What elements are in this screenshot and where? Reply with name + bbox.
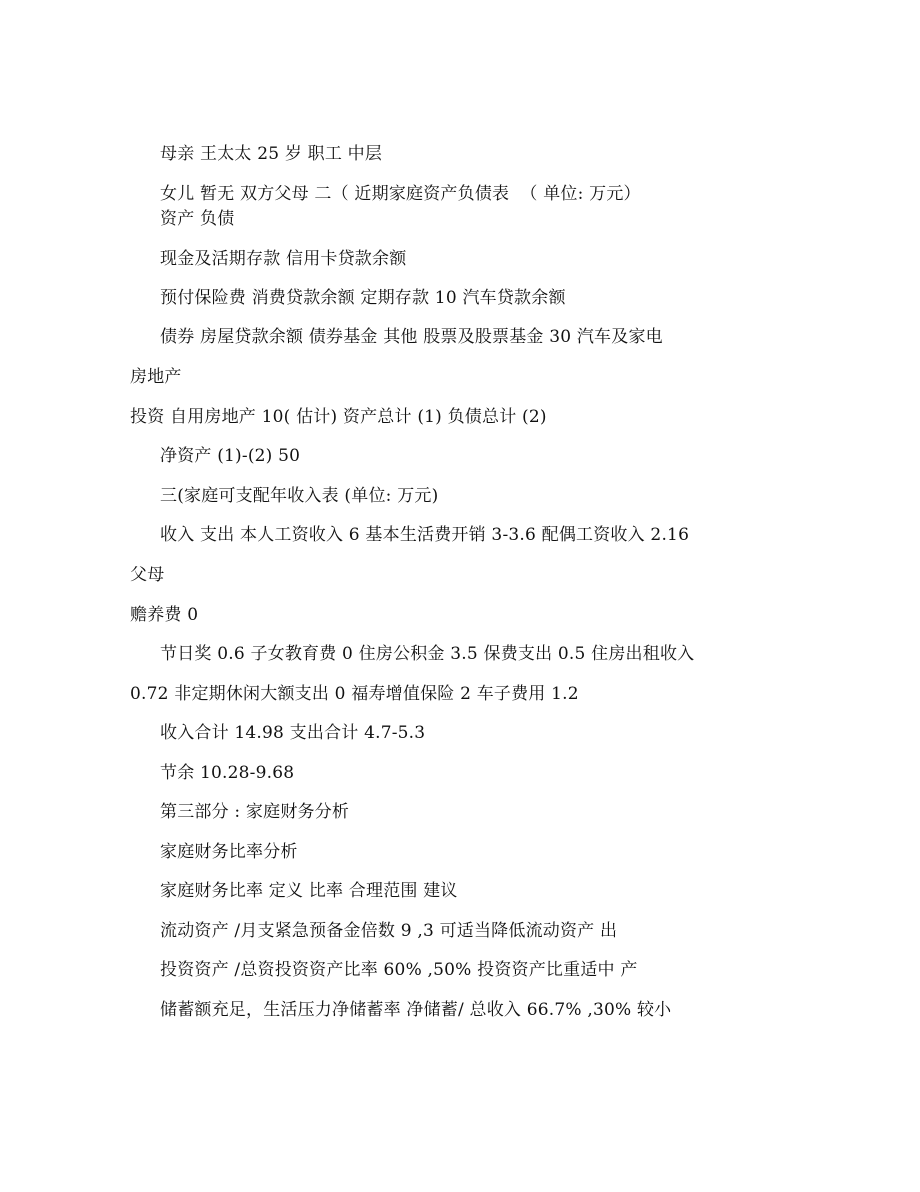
text-line: 父母	[130, 565, 165, 585]
text-line: 现金及活期存款 信用卡贷款余额	[160, 249, 407, 269]
text-line: 房地产	[130, 367, 182, 387]
text-line: 净资产 (1)-(2) 50	[160, 446, 301, 466]
text-line: 投资资产 /总资投资资产比率 60% ,50% 投资资产比重适中 产	[160, 960, 638, 980]
text-line: 收入 支出 本人工资收入 6 基本生活费开销 3-3.6 配偶工资收入 2.16	[160, 525, 690, 545]
text-line: 流动资产 /月支紧急预备金倍数 9 ,3 可适当降低流动资产 出	[160, 921, 618, 941]
text-line: 预付保险费 消费贷款余额 定期存款 10 汽车贷款余额	[160, 288, 566, 308]
text-line: 收入合计 14.98 支出合计 4.7-5.3	[160, 723, 426, 743]
text-line: 节余 10.28-9.68	[160, 763, 295, 783]
text-line: 储蓄额充足，生活压力净储蓄率 净储蓄/ 总收入 66.7% ,30% 较小	[160, 1000, 672, 1020]
text-line: 女儿 暂无 双方父母 二（ 近期家庭资产负债表 （ 单位: 万元）	[160, 184, 641, 204]
text-line: 债券 房屋贷款余额 债券基金 其他 股票及股票基金 30 汽车及家电	[160, 327, 663, 347]
text-line: 投资 自用房地产 10( 估计) 资产总计 (1) 负债总计 (2)	[130, 407, 547, 427]
text-line: 三(家庭可支配年收入表 (单位: 万元)	[160, 486, 439, 506]
text-line: 赡养费 0	[130, 605, 199, 625]
text-line: 0.72 非定期休闲大额支出 0 福寿增值保险 2 车子费用 1.2	[130, 684, 579, 704]
text-line: 家庭财务比率分析	[160, 842, 298, 862]
text-line: 资产 负债	[160, 209, 235, 229]
text-line: 家庭财务比率 定义 比率 合理范围 建议	[160, 881, 458, 901]
text-line: 第三部分 : 家庭财务分析	[160, 802, 350, 822]
text-line: 母亲 王太太 25 岁 职工 中层	[160, 144, 383, 164]
text-line: 节日奖 0.6 子女教育费 0 住房公积金 3.5 保费支出 0.5 住房出租收入	[160, 644, 695, 664]
